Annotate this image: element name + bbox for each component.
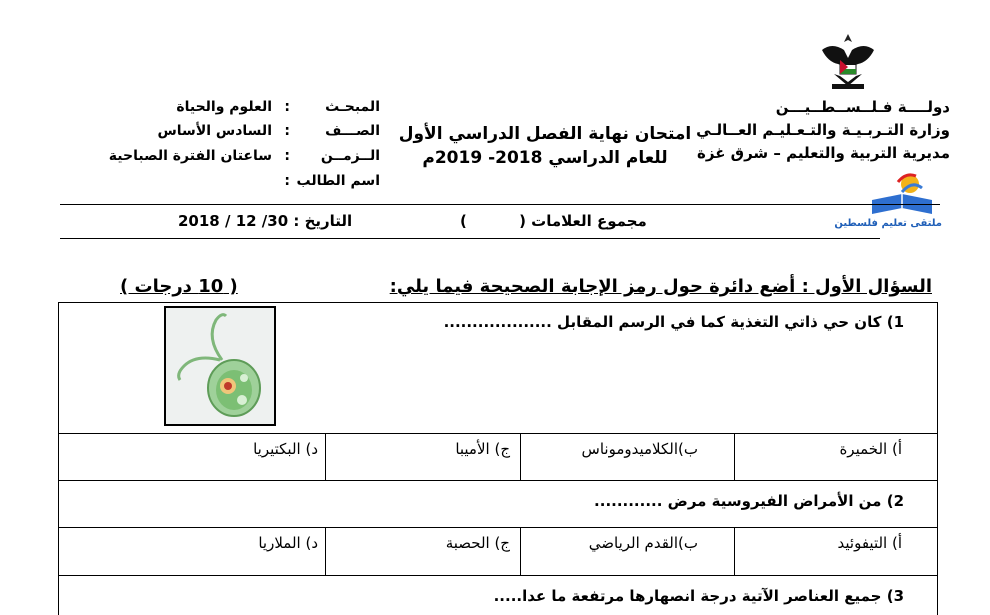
meta-grade: الصـــف : السادس الأساس: [157, 123, 380, 139]
q2-options-top-line: [58, 527, 938, 528]
exam-title: [395, 122, 695, 170]
q2-option-b[interactable]: ب)القدم الرياضي: [588, 534, 698, 552]
date-field: التاريخ : 30/ 12 / 2018: [178, 212, 353, 230]
exam-title-line1: امتحان نهاية الفصل الدراسي الأول: [398, 124, 692, 144]
q2-option-a[interactable]: أ) التيفوئيد: [837, 534, 902, 552]
total-marks-field: مجموع العلامات ( ): [460, 212, 647, 230]
q2-option-c[interactable]: ج) الحصبة: [445, 534, 510, 552]
watermark-text: ملتقى تعليم فلسطين: [834, 218, 942, 229]
site-watermark-logo: [834, 170, 942, 232]
state-name: دولــــة فـلــســطــيـــن: [775, 98, 950, 116]
section1-marks: ( 10 درجات ): [120, 276, 238, 297]
directorate-name: مديرية التربية والتعليم – شرق غزة: [697, 144, 950, 162]
question-1: [444, 313, 904, 331]
q2-option-d[interactable]: د) الملاريا: [258, 534, 318, 552]
q1-option-c[interactable]: ج) الأميبا: [455, 440, 510, 458]
question-1-text: كان حي ذاتي التغذية كما في الرسم المقابل ...................: [443, 313, 882, 331]
exam-year: للعام الدراسي 2018- 2019م: [422, 148, 668, 168]
header-divider-top: [60, 204, 940, 205]
section1-title: السؤال الأول : أضع دائرة حول رمز الإجابة الصحيحة فيما يلي:: [389, 276, 932, 297]
chlamydomonas-image: [164, 306, 276, 426]
header-divider-bottom: [60, 238, 880, 239]
question-2-text: من الأمراض الفيروسية مرض ............: [594, 492, 882, 510]
question-3-text: جميع العناصر الآتية درجة انصهارها مرتفعة ما عدا.....: [493, 587, 882, 605]
palestine-emblem-logo: [818, 28, 878, 92]
q1-option-a[interactable]: أ) الخميرة: [839, 440, 902, 458]
q1-options-top-line: [58, 433, 938, 434]
question-2-number: 2): [886, 492, 904, 510]
q1-option-d[interactable]: د) البكتيريا: [253, 440, 318, 458]
meta-student-name: اسم الطالب :: [284, 173, 380, 189]
question-2: [594, 492, 904, 510]
question-3-number: 3): [886, 587, 904, 605]
q1-options-bottom-line: [58, 480, 938, 481]
question-1-number: 1): [886, 313, 904, 331]
q1-option-b[interactable]: ب)الكلاميدوموناس: [581, 440, 698, 458]
meta-subject: المبحـث : العلوم والحياة: [176, 99, 380, 115]
ministry-name: وزارة التـربـيـة والتـعـليـم العــالـي: [696, 121, 950, 139]
question-3: [494, 587, 904, 605]
meta-time: الــزمــن : ساعتان الفترة الصباحية: [108, 148, 380, 164]
q2-options-bottom-line: [58, 575, 938, 576]
